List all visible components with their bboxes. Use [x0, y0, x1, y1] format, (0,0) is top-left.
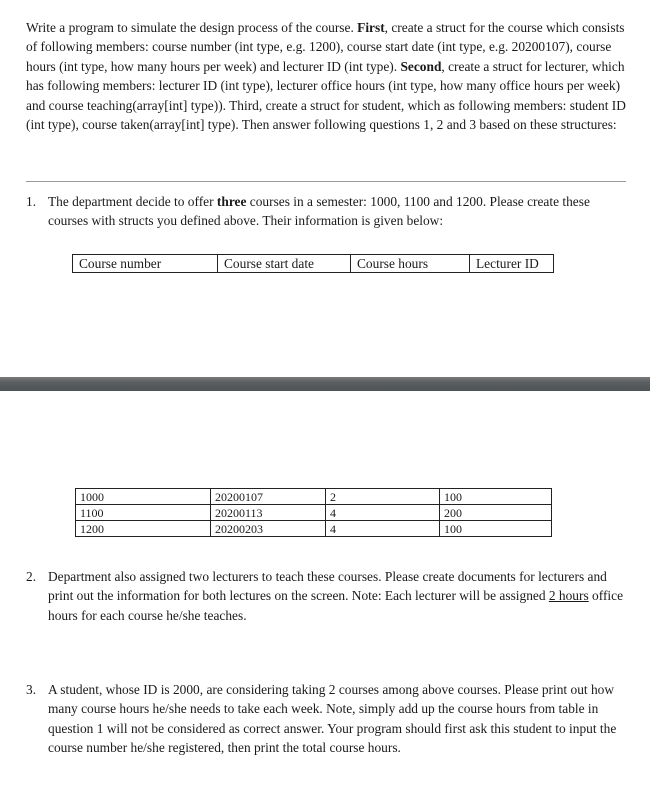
course-data-table [75, 488, 552, 537]
cell-hours: 2 [326, 489, 440, 505]
intro-first-bold: First [357, 20, 385, 35]
cell-start: 20200203 [211, 521, 326, 537]
question-3 [26, 680, 626, 758]
intro-second-bold: Second [400, 58, 442, 74]
cell-course: 1100 [76, 505, 211, 521]
intro-text-2: , create a struct for the course which consists of following members: course number (int type, e.g. 1200), course start date (int type, e.g. 20200107), course hours (int type, how many hours per week) and lecturer ID (int type). [26, 20, 625, 74]
cell-lecturer: 100 [440, 489, 552, 505]
cell-start: 20200107 [211, 489, 326, 505]
question-2-underlined: 2 hours [548, 588, 589, 604]
question-3-text: A student, whose ID is 2000, are considering taking 2 courses among above courses. Please print out how many course hours he/she needs to take each week. Note, simply add up the course hours from table in question 1 will not be considered as correct answer. Your program should first ask this student to input the course number he/she registered, then print the total course hours. [48, 682, 617, 756]
cell-lecturer: 100 [440, 521, 552, 537]
question-1-number: 1. [26, 194, 37, 209]
intro-paragraph [26, 18, 630, 134]
cell-hours: 4 [326, 505, 440, 521]
screenshot-separator-bar [0, 377, 650, 391]
cell-course: 1000 [76, 489, 211, 505]
question-2-pre: Department also assigned two lecturers to teach these courses. Please create documents for lecturers and print out the information for both lectures on the screen. Note: Each lecturer will be assigned [48, 569, 607, 604]
table-row [76, 521, 552, 537]
question-1-bold: three [216, 194, 247, 209]
table-row [76, 489, 552, 505]
question-1-text [48, 192, 626, 231]
intro-text-3: , create a struct for lecturer, which has following members: lecturer ID (int type), lecturer office hours (int type, how many office hours per week) and course teaching(array[int] type)). Third, create a struct for student, which as following members: student ID (int type), course taken(array[int] type). Then answer following questions 1, 2 and 3 based on these structures: [26, 58, 626, 133]
header-course-number: Course number [73, 255, 218, 272]
header-course-hours: Course hours [351, 255, 470, 272]
header-lecturer-id: Lecturer ID [476, 256, 539, 271]
question-3-number: 3. [26, 682, 37, 697]
cell-lecturer: 200 [440, 505, 552, 521]
question-2-text [48, 567, 626, 625]
cell-course: 1200 [76, 521, 211, 537]
table-row [76, 505, 552, 521]
cell-hours: 4 [326, 521, 440, 537]
header-course-start-date: Course start date [218, 255, 351, 272]
cell-start: 20200113 [211, 505, 326, 521]
question-1-post: courses in a semester: 1000, 1100 and 1200. Please create these courses with structs you defined above. Their information is given below: [48, 194, 590, 229]
divider [26, 181, 626, 182]
question-1-pre: The department decide to offer [48, 194, 217, 209]
question-1 [26, 192, 626, 231]
question-2 [26, 567, 626, 625]
intro-text-1: Write a program to simulate the design process of the course. [26, 20, 358, 35]
question-2-number: 2. [26, 569, 37, 584]
question-2-post: office hours for each course he/she teaches. [48, 588, 624, 623]
course-table-header [72, 254, 554, 273]
